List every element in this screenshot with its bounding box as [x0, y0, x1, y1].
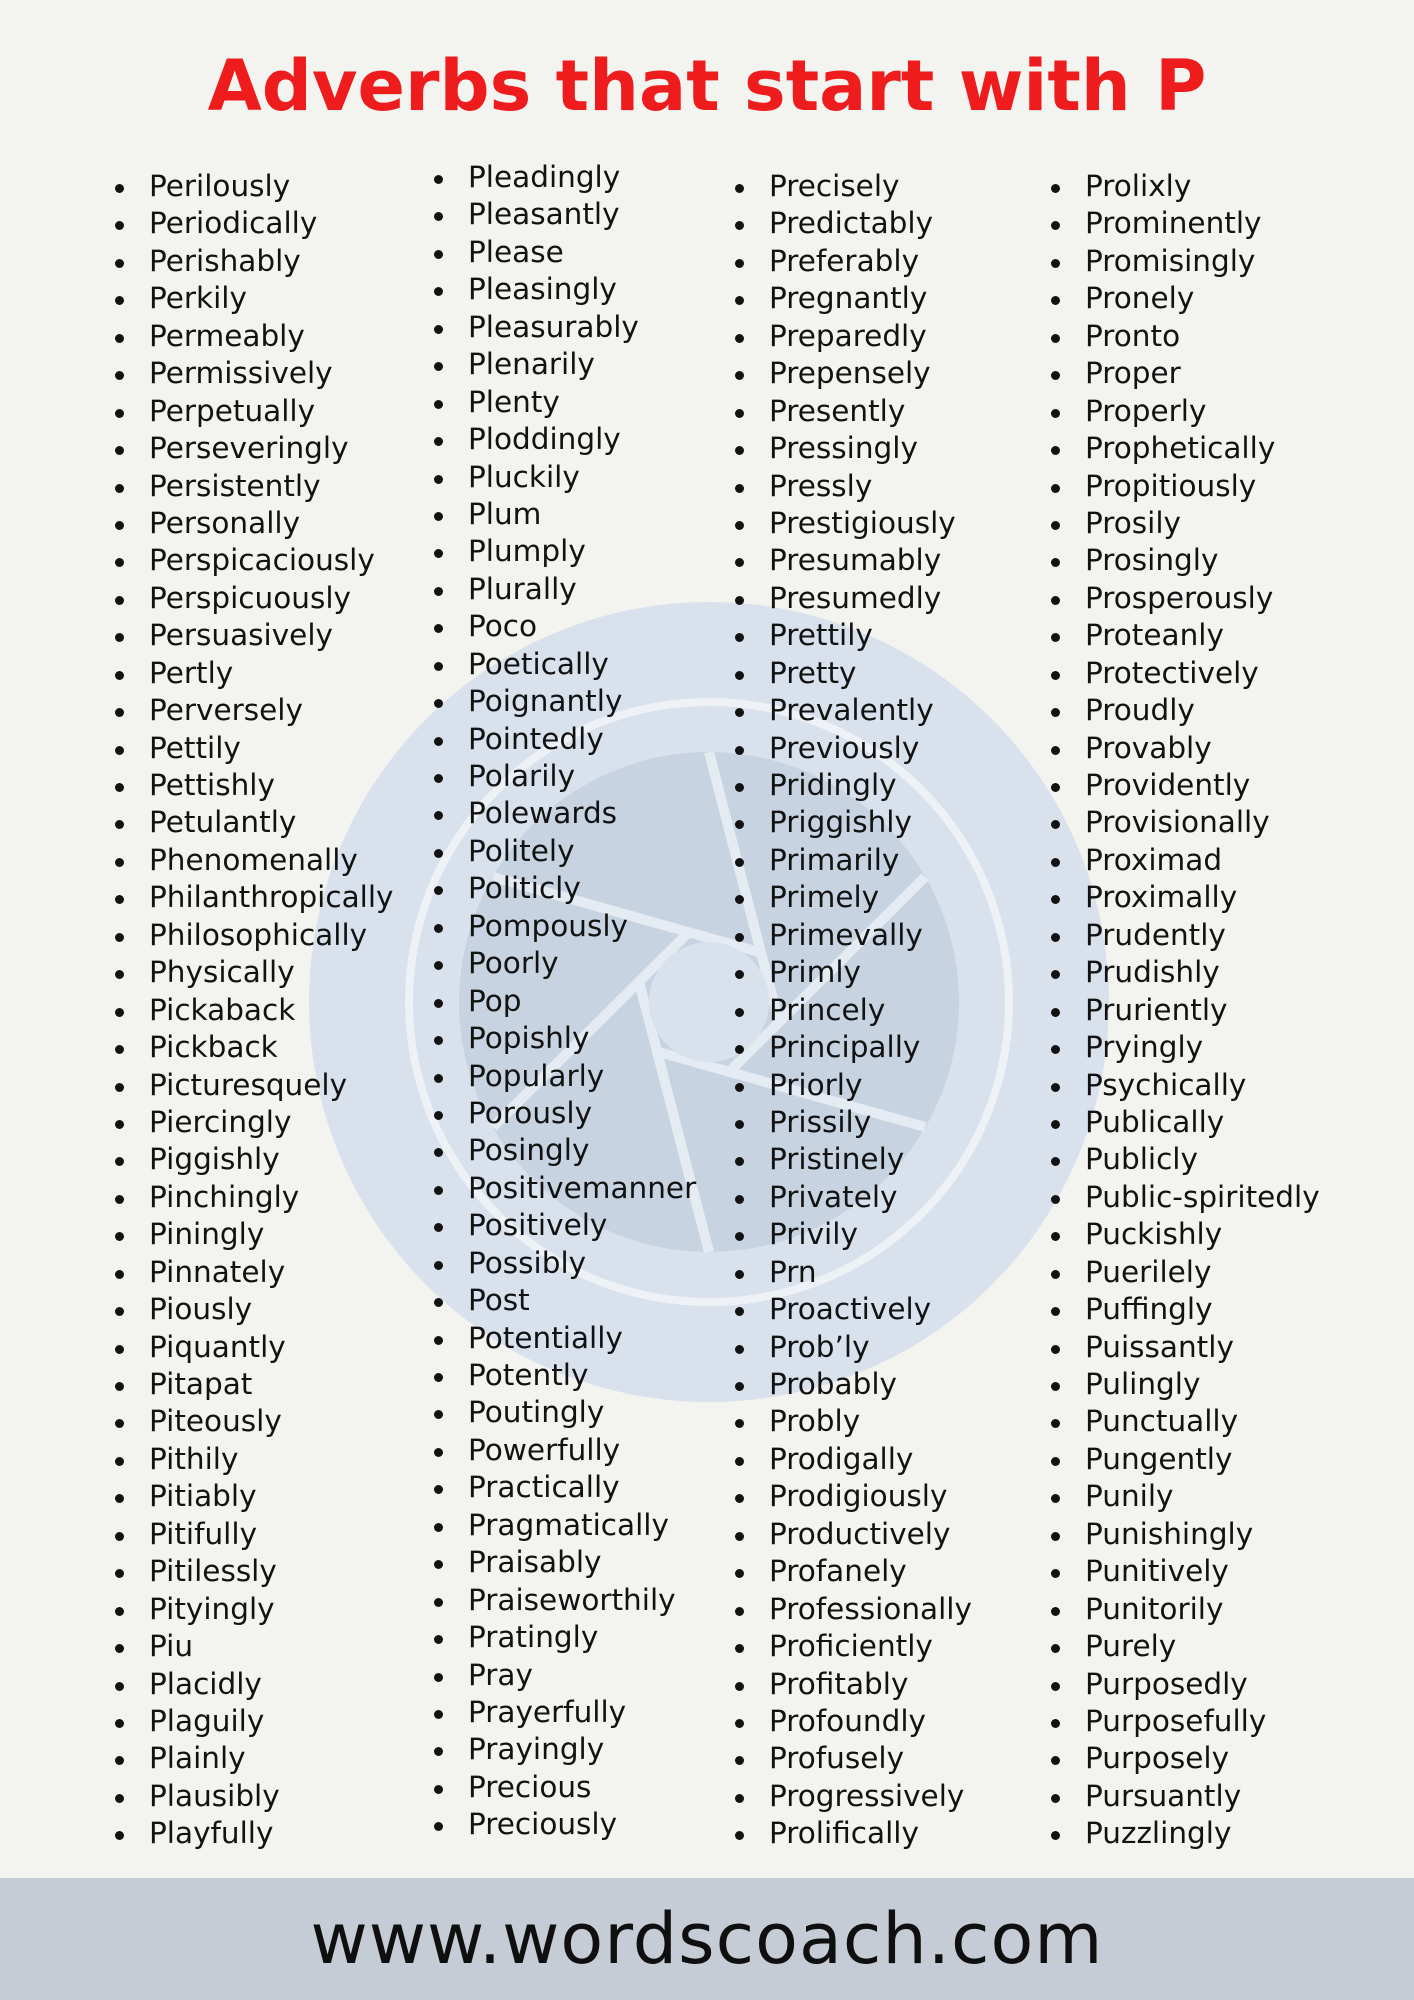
list-item: Potently: [434, 1357, 696, 1394]
list-item: Pitifully: [115, 1516, 394, 1553]
list-item: Preparedly: [735, 318, 972, 355]
list-item: Precious: [434, 1769, 696, 1806]
list-item: Publicly: [1051, 1141, 1320, 1178]
list-item: Perseveringly: [115, 430, 394, 467]
list-item: Priorly: [735, 1067, 972, 1104]
list-item: Proximad: [1051, 842, 1320, 879]
list-item: Praiseworthily: [434, 1582, 696, 1619]
list-item: Praisably: [434, 1544, 696, 1581]
list-item: Probably: [735, 1366, 972, 1403]
list-item: Prodigiously: [735, 1478, 972, 1515]
list-item: Proudly: [1051, 692, 1320, 729]
list-item: Ploddingly: [434, 421, 696, 458]
list-item: Plenarily: [434, 346, 696, 383]
list-item: Privily: [735, 1216, 972, 1253]
list-item: Personally: [115, 505, 394, 542]
list-item: Providently: [1051, 767, 1320, 804]
list-item: Perversely: [115, 692, 394, 729]
list-item: Pregnantly: [735, 280, 972, 317]
list-item: Perkily: [115, 280, 394, 317]
list-item: Physically: [115, 954, 394, 991]
list-item: Pristinely: [735, 1141, 972, 1178]
adverb-column-2: [434, 159, 696, 1844]
list-item: Pragmatically: [434, 1507, 696, 1544]
list-item: Piu: [115, 1628, 394, 1665]
list-item: Primely: [735, 879, 972, 916]
list-item: Pitiably: [115, 1478, 394, 1515]
adverb-column-4: [1051, 168, 1320, 1853]
footer-band: [0, 1878, 1414, 2000]
list-item: Petulantly: [115, 804, 394, 841]
list-item: Pertly: [115, 655, 394, 692]
list-item: Pityingly: [115, 1591, 394, 1628]
list-item: Pursuantly: [1051, 1778, 1320, 1815]
list-item: Prayingly: [434, 1731, 696, 1768]
list-item: Persistently: [115, 468, 394, 505]
list-item: Politicly: [434, 870, 696, 907]
list-item: Purposedly: [1051, 1666, 1320, 1703]
list-item: Pointedly: [434, 721, 696, 758]
list-item: Prodigally: [735, 1441, 972, 1478]
list-item: Profitably: [735, 1666, 972, 1703]
list-item: Preciously: [434, 1806, 696, 1843]
list-item: Prevalently: [735, 692, 972, 729]
list-item: Propitiously: [1051, 468, 1320, 505]
list-item: Pronto: [1051, 318, 1320, 355]
list-item: Poorly: [434, 945, 696, 982]
list-item: Pleasurably: [434, 309, 696, 346]
list-item: Post: [434, 1282, 696, 1319]
list-item: Prolifically: [735, 1815, 972, 1852]
list-item: Plurally: [434, 571, 696, 608]
list-item: Practically: [434, 1469, 696, 1506]
list-item: Puffingly: [1051, 1291, 1320, 1328]
list-item: Pressly: [735, 468, 972, 505]
list-item: Porously: [434, 1095, 696, 1132]
list-item: Prudently: [1051, 917, 1320, 954]
list-item: Public-spiritedly: [1051, 1179, 1320, 1216]
list-item: Promisingly: [1051, 243, 1320, 280]
list-item: Plainly: [115, 1740, 394, 1777]
list-item: Perspicuously: [115, 580, 394, 617]
list-item: Puissantly: [1051, 1329, 1320, 1366]
list-item: Pretty: [735, 655, 972, 692]
list-item: Pluckily: [434, 459, 696, 496]
list-item: Prosingly: [1051, 542, 1320, 579]
list-item: Prudishly: [1051, 954, 1320, 991]
list-item: Plum: [434, 496, 696, 533]
list-item: Piquantly: [115, 1329, 394, 1366]
list-item: Puerilely: [1051, 1254, 1320, 1291]
list-item: Poignantly: [434, 683, 696, 720]
list-item: Professionally: [735, 1591, 972, 1628]
list-item: Prepensely: [735, 355, 972, 392]
list-item: Prn: [735, 1254, 972, 1291]
list-item: Positively: [434, 1207, 696, 1244]
adverb-column-3: [735, 168, 972, 1853]
list-item: Positivemanner: [434, 1170, 696, 1207]
list-item: Playfully: [115, 1815, 394, 1852]
list-item: Pridingly: [735, 767, 972, 804]
list-item: Permeably: [115, 318, 394, 355]
list-item: Proximally: [1051, 879, 1320, 916]
list-item: Properly: [1051, 393, 1320, 430]
list-item: Pulingly: [1051, 1366, 1320, 1403]
list-item: Pressingly: [735, 430, 972, 467]
list-item: Presumably: [735, 542, 972, 579]
list-item: Pickback: [115, 1029, 394, 1066]
list-item: Pryingly: [1051, 1029, 1320, 1066]
list-item: Philanthropically: [115, 879, 394, 916]
list-item: Princely: [735, 992, 972, 1029]
list-item: Prayerfully: [434, 1694, 696, 1731]
list-item: Pronely: [1051, 280, 1320, 317]
list-item: Pompously: [434, 908, 696, 945]
list-item: Proficiently: [735, 1628, 972, 1665]
list-item: Proper: [1051, 355, 1320, 392]
list-item: Piercingly: [115, 1104, 394, 1141]
list-item: Primarily: [735, 842, 972, 879]
list-item: Publically: [1051, 1104, 1320, 1141]
list-item: Primly: [735, 954, 972, 991]
list-item: Pray: [434, 1657, 696, 1694]
list-item: Pleasingly: [434, 271, 696, 308]
list-item: Primevally: [735, 917, 972, 954]
list-item: Plaguily: [115, 1703, 394, 1740]
list-item: Presumedly: [735, 580, 972, 617]
list-item: Piningly: [115, 1216, 394, 1253]
list-item: Perpetually: [115, 393, 394, 430]
list-item: Permissively: [115, 355, 394, 392]
list-item: Periodically: [115, 205, 394, 242]
list-item: Presently: [735, 393, 972, 430]
list-item: Productively: [735, 1516, 972, 1553]
list-item: Please: [434, 234, 696, 271]
list-item: Probly: [735, 1403, 972, 1440]
list-item: Principally: [735, 1029, 972, 1066]
list-item: Punitively: [1051, 1553, 1320, 1590]
list-item: Perspicaciously: [115, 542, 394, 579]
list-item: Purposely: [1051, 1740, 1320, 1777]
list-item: Poetically: [434, 646, 696, 683]
list-item: Pinnately: [115, 1254, 394, 1291]
list-item: Previously: [735, 730, 972, 767]
list-item: Purposefully: [1051, 1703, 1320, 1740]
list-item: Philosophically: [115, 917, 394, 954]
list-item: Provisionally: [1051, 804, 1320, 841]
list-item: Poutingly: [434, 1394, 696, 1431]
list-item: Prophetically: [1051, 430, 1320, 467]
list-item: Prissily: [735, 1104, 972, 1141]
list-item: Phenomenally: [115, 842, 394, 879]
list-item: Pungently: [1051, 1441, 1320, 1478]
list-item: Punishingly: [1051, 1516, 1320, 1553]
list-item: Potentially: [434, 1320, 696, 1357]
page-title: Adverbs that start with P: [207, 45, 1207, 127]
list-item: Popishly: [434, 1020, 696, 1057]
list-item: Progressively: [735, 1778, 972, 1815]
list-item: Pratingly: [434, 1619, 696, 1656]
list-item: Puzzlingly: [1051, 1815, 1320, 1852]
list-item: Protectively: [1051, 655, 1320, 692]
list-item: Piously: [115, 1291, 394, 1328]
list-item: Profoundly: [735, 1703, 972, 1740]
list-item: Pleasantly: [434, 196, 696, 233]
list-item: Prestigiously: [735, 505, 972, 542]
list-item: Pettishly: [115, 767, 394, 804]
list-item: Pitilessly: [115, 1553, 394, 1590]
list-item: Pop: [434, 983, 696, 1020]
list-item: Prob’ly: [735, 1329, 972, 1366]
list-item: Pinchingly: [115, 1179, 394, 1216]
list-item: Psychically: [1051, 1067, 1320, 1104]
list-item: Provably: [1051, 730, 1320, 767]
list-item: Prosperously: [1051, 580, 1320, 617]
list-item: Punitorily: [1051, 1591, 1320, 1628]
list-item: Perishably: [115, 243, 394, 280]
list-item: Puckishly: [1051, 1216, 1320, 1253]
list-item: Persuasively: [115, 617, 394, 654]
list-item: Piggishly: [115, 1141, 394, 1178]
list-item: Popularly: [434, 1058, 696, 1095]
list-item: Pleadingly: [434, 159, 696, 196]
list-item: Punctually: [1051, 1403, 1320, 1440]
list-item: Posingly: [434, 1132, 696, 1169]
list-item: Powerfully: [434, 1432, 696, 1469]
list-item: Perilously: [115, 168, 394, 205]
list-item: Plumply: [434, 533, 696, 570]
list-item: Prominently: [1051, 205, 1320, 242]
list-item: Preferably: [735, 243, 972, 280]
list-item: Poco: [434, 608, 696, 645]
list-item: Plenty: [434, 384, 696, 421]
watermark-logo: [309, 602, 1109, 1402]
list-item: Pruriently: [1051, 992, 1320, 1029]
list-item: Proactively: [735, 1291, 972, 1328]
list-item: Profusely: [735, 1740, 972, 1777]
list-item: Proteanly: [1051, 617, 1320, 654]
list-item: Pettily: [115, 730, 394, 767]
list-item: Prosily: [1051, 505, 1320, 542]
list-item: Pithily: [115, 1441, 394, 1478]
list-item: Punily: [1051, 1478, 1320, 1515]
list-item: Piteously: [115, 1403, 394, 1440]
list-item: Priggishly: [735, 804, 972, 841]
list-item: Privately: [735, 1179, 972, 1216]
list-item: Possibly: [434, 1245, 696, 1282]
list-item: Pickaback: [115, 992, 394, 1029]
list-item: Purely: [1051, 1628, 1320, 1665]
list-item: Politely: [434, 833, 696, 870]
list-item: Polarily: [434, 758, 696, 795]
list-item: Placidly: [115, 1666, 394, 1703]
site-url[interactable]: www.wordscoach.com: [310, 1898, 1104, 1980]
adverb-column-1: [115, 168, 394, 1853]
list-item: Pitapat: [115, 1366, 394, 1403]
list-item: Prettily: [735, 617, 972, 654]
list-item: Precisely: [735, 168, 972, 205]
list-item: Picturesquely: [115, 1067, 394, 1104]
list-item: Predictably: [735, 205, 972, 242]
list-item: Plausibly: [115, 1778, 394, 1815]
list-item: Polewards: [434, 795, 696, 832]
list-item: Prolixly: [1051, 168, 1320, 205]
list-item: Profanely: [735, 1553, 972, 1590]
